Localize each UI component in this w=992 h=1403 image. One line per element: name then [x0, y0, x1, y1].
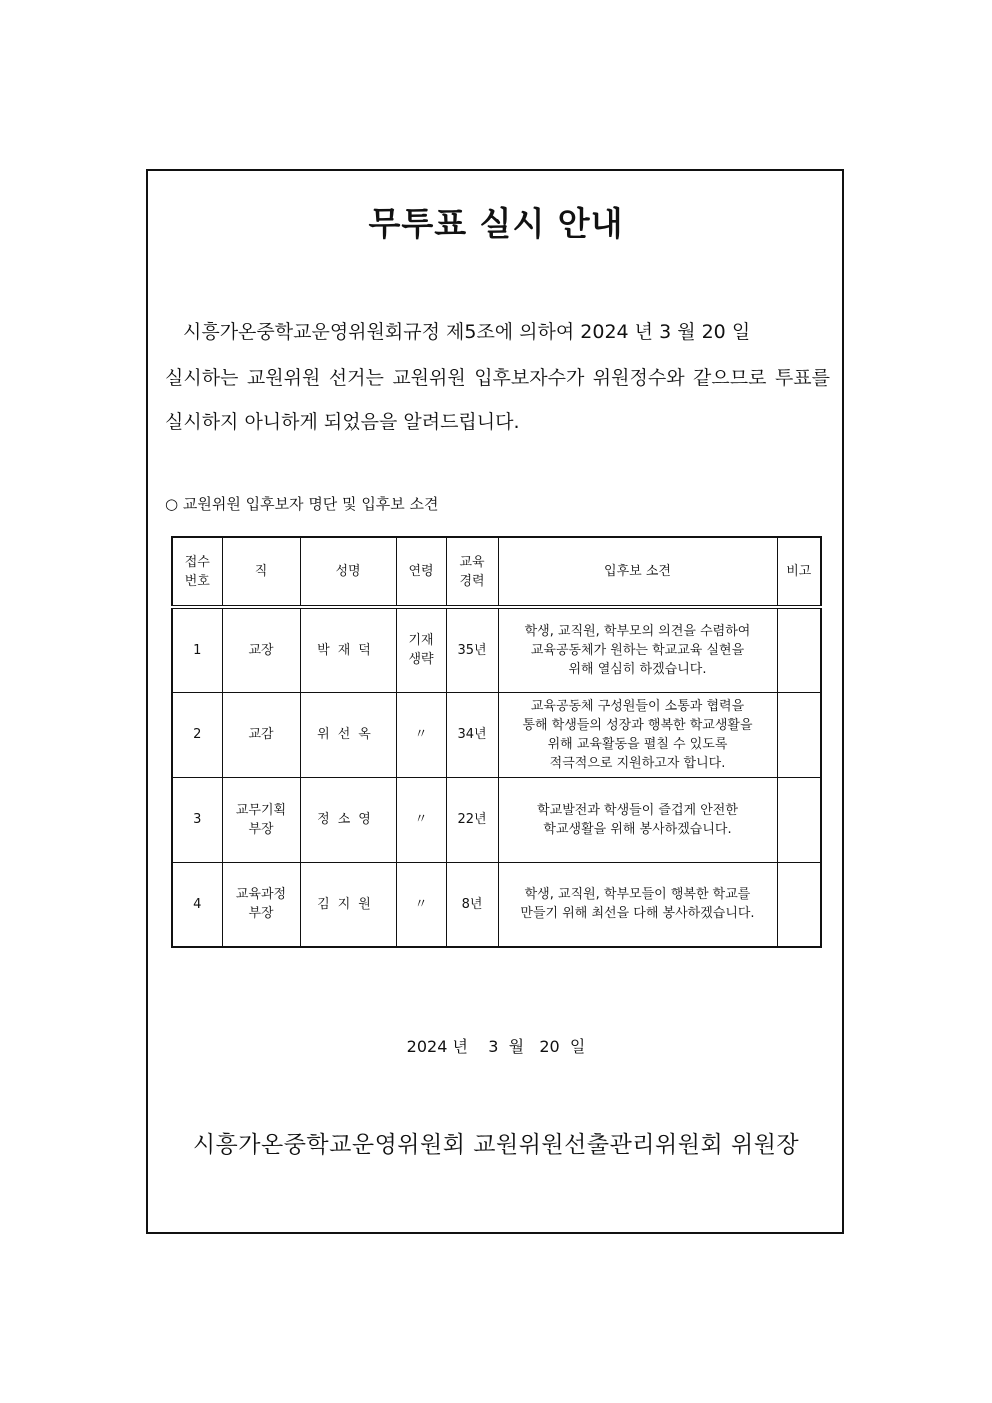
- signature-line: 시흥가온중학교운영위원회 교원위원선출관리위원회 위원장: [192, 1132, 800, 1158]
- cell-remark: [777, 862, 821, 947]
- cell-remark: [777, 777, 821, 862]
- cell-position: [222, 607, 300, 692]
- intro-line-1: 시흥가온중학교운영위원회규정 제5조에 의하여 2024 년 3 월 20 일: [183, 321, 751, 343]
- statement-line: 교육공동체 구성원들이 소통과 협력을: [530, 698, 745, 714]
- table-header-row: [172, 537, 821, 607]
- intro-line-3: 실시하지 아니하게 되었음을 알려드립니다.: [165, 411, 520, 433]
- header-experience: [446, 537, 498, 607]
- statement-line: 학교생활을 위해 봉사하겠습니다.: [543, 821, 732, 837]
- table-row: [172, 777, 821, 862]
- cell-statement: [498, 607, 777, 692]
- section-label: ○ 교원위원 입후보자 명단 및 입후보 소견: [165, 495, 439, 513]
- statement-line: 위해 열심히 하겠습니다.: [568, 661, 707, 677]
- cell-age: [396, 692, 446, 777]
- candidate-table: [171, 536, 822, 948]
- position-line: 교육과정: [235, 887, 287, 903]
- issue-date: 2024 년 3 월 20 일: [406, 1037, 586, 1056]
- statement-line: 학교발전과 학생들이 즐겁게 안전한: [537, 802, 738, 818]
- cell-name: 정소영: [300, 777, 396, 862]
- intro-word: 같으므로: [693, 367, 767, 389]
- document-title: 무투표 실시 안내: [368, 204, 624, 243]
- cell-number: 4: [172, 862, 222, 947]
- cell-name: 위선옥: [300, 692, 396, 777]
- cell-position: [222, 692, 300, 777]
- intro-word: 실시하는: [165, 367, 239, 389]
- intro-word: 입후보자수가: [474, 367, 585, 389]
- cell-number: 3: [172, 777, 222, 862]
- cell-remark: [777, 607, 821, 692]
- statement-line: 학생, 교직원, 학부모들이 행복한 학교를: [524, 887, 751, 903]
- cell-statement: [498, 862, 777, 947]
- cell-experience: 8년: [446, 862, 498, 947]
- statement-line: 교육공동체가 원하는 학교교육 실현을: [530, 642, 745, 658]
- intro-word: 위원정수와: [592, 367, 685, 389]
- age-line: 〃: [414, 727, 428, 742]
- header-statement: 입후보 소견: [498, 537, 777, 607]
- position-line: 부장: [248, 821, 274, 837]
- cell-statement: [498, 692, 777, 777]
- intro-word: 투표를: [774, 367, 830, 389]
- header-position: 직: [222, 537, 300, 607]
- cell-age: [396, 607, 446, 692]
- cell-number: 2: [172, 692, 222, 777]
- header-number-line: 번호: [184, 573, 210, 589]
- cell-position: [222, 777, 300, 862]
- header-name: 성명: [300, 537, 396, 607]
- cell-name: 김지원: [300, 862, 396, 947]
- cell-remark: [777, 692, 821, 777]
- cell-position: [222, 862, 300, 947]
- statement-line: 학생, 교직원, 학부모의 의견을 수렴하여: [524, 623, 751, 639]
- cell-experience: 34년: [446, 692, 498, 777]
- age-line: 〃: [414, 896, 428, 912]
- intro-word: 교원위원: [246, 367, 321, 389]
- cell-age: [396, 777, 446, 862]
- position-line: 교감: [248, 727, 274, 742]
- statement-line: 위해 교육활동을 펼칠 수 있도록: [547, 736, 728, 752]
- intro-line-2: [165, 366, 830, 390]
- intro-word: 선거는: [328, 367, 384, 389]
- header-number-line: 접수: [184, 554, 210, 570]
- header-age: 연령: [396, 537, 446, 607]
- table-row: [172, 692, 821, 777]
- header-remark: 비고: [777, 537, 821, 607]
- statement-line: 만들기 위해 최선을 다해 봉사하겠습니다.: [520, 906, 755, 922]
- cell-name: 박재덕: [300, 607, 396, 692]
- position-line: 부장: [248, 906, 274, 922]
- cell-age: [396, 862, 446, 947]
- age-line: 생략: [408, 652, 434, 668]
- statement-line: 적극적으로 지원하고자 합니다.: [549, 755, 726, 771]
- header-experience-line: 경력: [459, 573, 485, 589]
- position-line: 교장: [248, 642, 274, 658]
- position-line: 교무기획: [235, 802, 287, 818]
- intro-word: 교원위원: [392, 367, 466, 389]
- age-line: 기재: [408, 633, 434, 649]
- cell-statement: [498, 777, 777, 862]
- table-row: [172, 862, 821, 947]
- header-experience-line: 교육: [459, 554, 485, 570]
- cell-experience: 35년: [446, 607, 498, 692]
- cell-experience: 22년: [446, 777, 498, 862]
- statement-line: 통해 학생들의 성장과 행복한 학교생활을: [522, 717, 753, 733]
- header-number: [172, 537, 222, 607]
- age-line: 〃: [414, 812, 428, 827]
- cell-number: 1: [172, 607, 222, 692]
- table-row: [172, 607, 821, 692]
